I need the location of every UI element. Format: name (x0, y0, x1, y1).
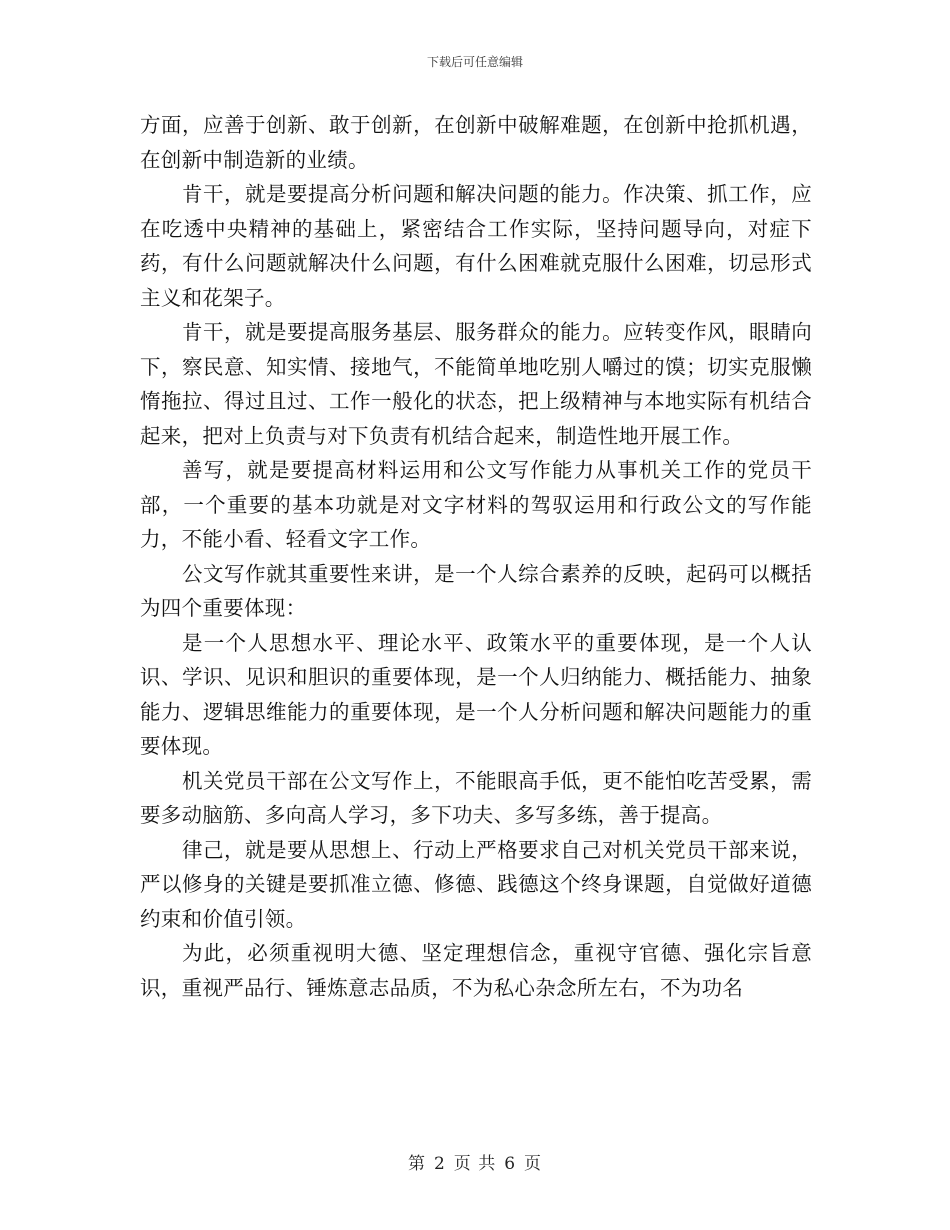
paragraph-5: 公文写作就其重要性来讲，是一个人综合素养的反映，起码可以概括为四个重要体现： (140, 561, 812, 620)
page-header: 下载后可任意编辑 (426, 55, 523, 69)
paragraph-4: 善写，就是要提高材料运用和公文写作能力从事机关工作的党员干部，一个重要的基本功就是对文字材料的驾驭运用和行政公文的写作能力，不能小看、轻看文字工作。 (140, 458, 812, 551)
footer-total-pages: 6 (504, 1154, 517, 1174)
paragraph-7: 机关党员干部在公文写作上，不能眼高手低，更不能怕吃苦受累，需要多动脑筋、多向高人学习，多下功夫、多写多练，善于提高。 (140, 768, 812, 827)
paragraph-6: 是一个人思想水平、理论水平、政策水平的重要体现，是一个人认识、学识、见识和胆识的重要体现，是一个人归纳能力、概括能力、抽象能力、逻辑思维能力的重要体现，是一个人分析问题和解决问题能力的重要体现。 (140, 630, 812, 758)
footer-suffix: 页 (524, 1154, 543, 1174)
paragraph-8: 律己，就是要从思想上、行动上严格要求自己对机关党员干部来说，严以修身的关键是要抓准立德、修德、践德这个终身课题，自觉做好道德约束和价值引领。 (140, 837, 812, 931)
paragraph-9: 为此，必须重视明大德、坚定理想信念，重视守官德、强化宗旨意识，重视严品行、锤炼意志品质，不为私心杂念所左右，不为功名 (140, 941, 812, 1000)
paragraph-3: 肯干，就是要提高服务基层、服务群众的能力。应转变作风，眼睛向下，察民意、知实情、接地气，不能简单地吃别人嚼过的馍；切实克服懒惰拖拉、得过且过、工作一般化的状态，把上级精神与本地实际有机结合起来，把对上负责与对下负责有机结合起来，制造性地开展工作。 (140, 320, 812, 448)
footer-page-number: 2 (433, 1154, 446, 1174)
paragraph-2: 肯干，就是要提高分析问题和解决问题的能力。作决策、抓工作，应在吃透中央精神的基础上，紧密结合工作实际，坚持问题导向，对症下药，有什么问题就解决什么问题，有什么困难就克服什么困难，切忌形式主义和花架子。 (140, 182, 812, 310)
paragraph-1: 方面，应善于创新、敢于创新，在创新中破解难题，在创新中抢抓机遇，在创新中制造新的业绩。 (140, 113, 812, 172)
document-body (140, 108, 812, 1005)
page-footer (0, 1153, 950, 1175)
footer-middle: 页 共 (453, 1154, 497, 1174)
footer-prefix: 第 (407, 1154, 426, 1174)
